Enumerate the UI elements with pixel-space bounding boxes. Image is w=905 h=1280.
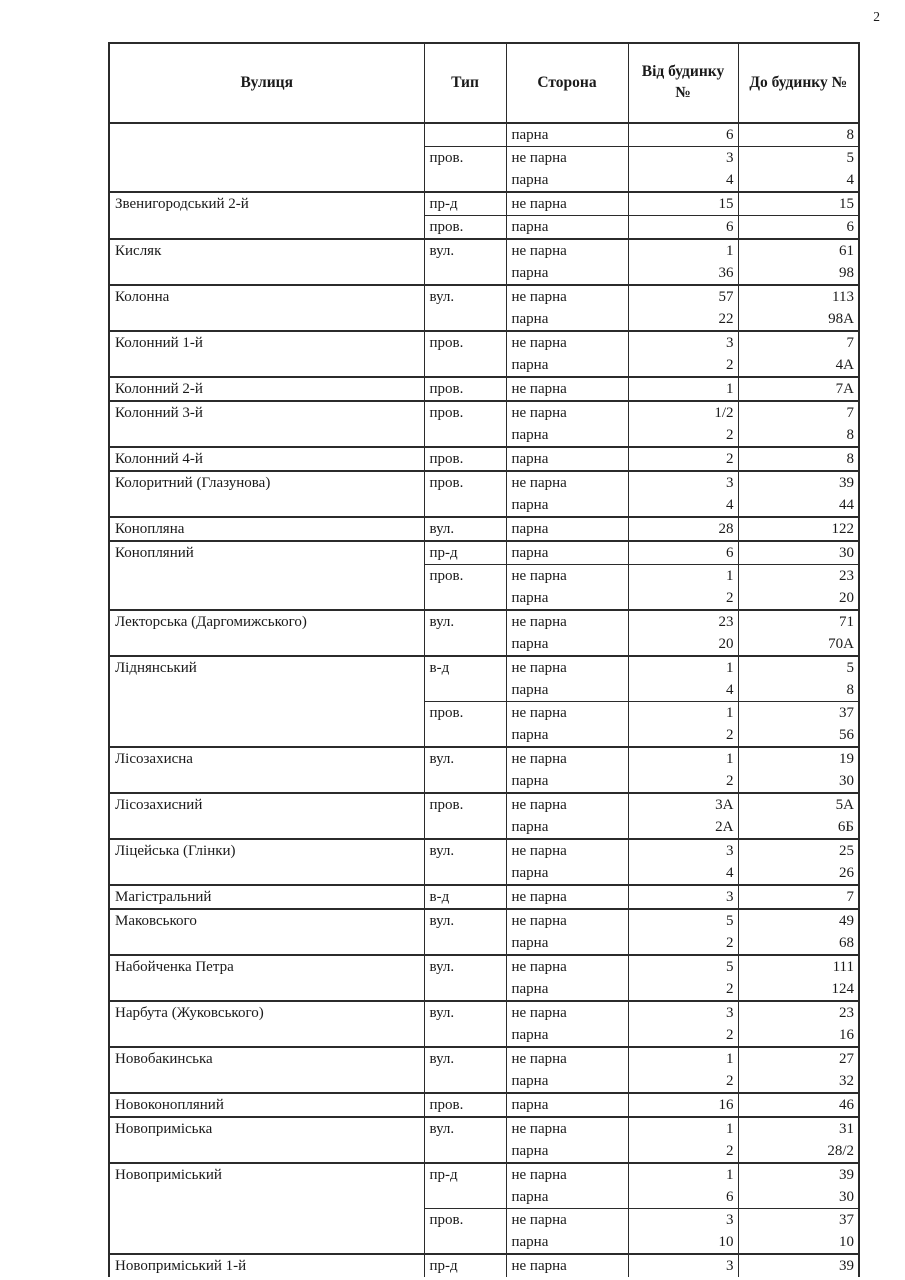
to-cell: 7	[738, 401, 859, 424]
type-cell: пров.	[424, 565, 506, 611]
from-cell: 2	[628, 447, 738, 471]
from-cell: 36	[628, 262, 738, 285]
to-cell: 4	[738, 169, 859, 192]
street-cell: Маковського	[109, 909, 424, 955]
side-cell: парна	[506, 517, 628, 541]
from-cell: 1	[628, 1047, 738, 1070]
col-header-side: Сторона	[506, 43, 628, 123]
to-cell: 28/2	[738, 1140, 859, 1163]
table-row	[109, 747, 859, 770]
to-cell: 4А	[738, 354, 859, 377]
from-cell: 6	[628, 1186, 738, 1209]
from-cell: 2	[628, 587, 738, 610]
to-cell: 6	[738, 216, 859, 240]
streets-table	[108, 42, 860, 1277]
table-row	[109, 471, 859, 494]
to-cell: 49	[738, 909, 859, 932]
type-cell: пр-д	[424, 1254, 506, 1277]
side-cell: не парна	[506, 1163, 628, 1186]
type-cell: в-д	[424, 656, 506, 702]
side-cell: не парна	[506, 1254, 628, 1277]
from-cell: 1/2	[628, 401, 738, 424]
col-header-street: Вулиця	[109, 43, 424, 123]
side-cell: не парна	[506, 1209, 628, 1232]
side-cell: не парна	[506, 377, 628, 401]
side-cell: не парна	[506, 239, 628, 262]
type-cell: вул.	[424, 909, 506, 955]
table-row	[109, 447, 859, 471]
to-cell: 44	[738, 494, 859, 517]
from-cell: 4	[628, 494, 738, 517]
side-cell: парна	[506, 1186, 628, 1209]
street-cell: Новобакинська	[109, 1047, 424, 1093]
from-cell: 28	[628, 517, 738, 541]
table-row	[109, 285, 859, 308]
from-cell: 3	[628, 1001, 738, 1024]
street-cell: Новоприміський	[109, 1163, 424, 1254]
side-cell: парна	[506, 932, 628, 955]
from-cell: 3А	[628, 793, 738, 816]
type-cell: вул.	[424, 1047, 506, 1093]
to-cell: 37	[738, 1209, 859, 1232]
from-cell: 1	[628, 702, 738, 725]
from-cell: 3	[628, 1209, 738, 1232]
from-cell: 3	[628, 839, 738, 862]
to-cell: 71	[738, 610, 859, 633]
from-cell: 16	[628, 1093, 738, 1117]
type-cell: пр-д	[424, 541, 506, 565]
table-row	[109, 610, 859, 633]
from-cell: 6	[628, 541, 738, 565]
from-cell: 2	[628, 1140, 738, 1163]
table-row	[109, 955, 859, 978]
from-cell: 10	[628, 1231, 738, 1254]
side-cell: не парна	[506, 656, 628, 679]
side-cell: парна	[506, 1024, 628, 1047]
to-cell: 122	[738, 517, 859, 541]
from-cell: 2	[628, 978, 738, 1001]
header-row	[109, 43, 859, 123]
type-cell: пров.	[424, 702, 506, 748]
table-row	[109, 401, 859, 424]
street-cell: Магістральний	[109, 885, 424, 909]
to-cell: 46	[738, 1093, 859, 1117]
type-cell: вул.	[424, 839, 506, 885]
side-cell: парна	[506, 1093, 628, 1117]
to-cell: 124	[738, 978, 859, 1001]
table-row	[109, 1254, 859, 1277]
side-cell: не парна	[506, 565, 628, 588]
type-cell: вул.	[424, 517, 506, 541]
side-cell: не парна	[506, 610, 628, 633]
type-cell: вул.	[424, 239, 506, 285]
from-cell: 3	[628, 1254, 738, 1277]
from-cell: 2	[628, 932, 738, 955]
street-cell: Колонна	[109, 285, 424, 331]
side-cell: не парна	[506, 747, 628, 770]
table-row	[109, 1117, 859, 1140]
to-cell: 10	[738, 1231, 859, 1254]
to-cell: 7А	[738, 377, 859, 401]
from-cell: 2	[628, 724, 738, 747]
type-cell: пров.	[424, 471, 506, 517]
to-cell: 113	[738, 285, 859, 308]
side-cell: парна	[506, 216, 628, 240]
table-row	[109, 1001, 859, 1024]
from-cell: 1	[628, 747, 738, 770]
from-cell: 3	[628, 471, 738, 494]
to-cell: 30	[738, 541, 859, 565]
side-cell: парна	[506, 494, 628, 517]
type-cell: пров.	[424, 216, 506, 240]
type-cell: вул.	[424, 610, 506, 656]
type-cell: пров.	[424, 377, 506, 401]
to-cell: 23	[738, 565, 859, 588]
type-cell: вул.	[424, 1001, 506, 1047]
type-cell: в-д	[424, 885, 506, 909]
table-row	[109, 793, 859, 816]
type-cell: вул.	[424, 285, 506, 331]
from-cell: 3	[628, 331, 738, 354]
side-cell: не парна	[506, 955, 628, 978]
from-cell: 3	[628, 885, 738, 909]
side-cell: парна	[506, 447, 628, 471]
street-cell: Лісозахисна	[109, 747, 424, 793]
street-cell: Ліцейська (Глінки)	[109, 839, 424, 885]
from-cell: 2	[628, 1070, 738, 1093]
type-cell: пров.	[424, 1093, 506, 1117]
col-header-to: До будинку №	[738, 43, 859, 123]
table-row	[109, 123, 859, 147]
side-cell: парна	[506, 1231, 628, 1254]
from-cell: 4	[628, 679, 738, 702]
from-cell: 2А	[628, 816, 738, 839]
to-cell: 15	[738, 192, 859, 216]
street-cell: Новоприміська	[109, 1117, 424, 1163]
table-row	[109, 885, 859, 909]
side-cell: не парна	[506, 471, 628, 494]
street-cell: Ліднянський	[109, 656, 424, 747]
street-cell: Колонний 1-й	[109, 331, 424, 377]
type-cell: пров.	[424, 331, 506, 377]
type-cell	[424, 123, 506, 147]
table-row	[109, 656, 859, 679]
from-cell: 5	[628, 909, 738, 932]
to-cell: 7	[738, 885, 859, 909]
table-row	[109, 541, 859, 565]
from-cell: 2	[628, 1024, 738, 1047]
street-cell: Лекторська (Даргомижського)	[109, 610, 424, 656]
to-cell: 31	[738, 1117, 859, 1140]
side-cell: парна	[506, 587, 628, 610]
page-number: 2	[873, 9, 880, 24]
type-cell: пр-д	[424, 1163, 506, 1209]
from-cell: 22	[628, 308, 738, 331]
to-cell: 56	[738, 724, 859, 747]
to-cell: 70А	[738, 633, 859, 656]
to-cell: 111	[738, 955, 859, 978]
type-cell: пров.	[424, 401, 506, 447]
type-cell: пров.	[424, 793, 506, 839]
side-cell: не парна	[506, 793, 628, 816]
street-cell: Звенигородський 2-й	[109, 192, 424, 239]
to-cell: 68	[738, 932, 859, 955]
side-cell: парна	[506, 1140, 628, 1163]
from-cell: 4	[628, 862, 738, 885]
side-cell: парна	[506, 816, 628, 839]
side-cell: парна	[506, 169, 628, 192]
type-cell: пров.	[424, 147, 506, 193]
street-cell: Колонний 3-й	[109, 401, 424, 447]
from-cell: 3	[628, 147, 738, 170]
side-cell: парна	[506, 424, 628, 447]
to-cell: 98А	[738, 308, 859, 331]
side-cell: не парна	[506, 885, 628, 909]
street-cell: Лісозахисний	[109, 793, 424, 839]
street-cell: Колонний 4-й	[109, 447, 424, 471]
to-cell: 39	[738, 1163, 859, 1186]
to-cell: 26	[738, 862, 859, 885]
to-cell: 23	[738, 1001, 859, 1024]
to-cell: 61	[738, 239, 859, 262]
from-cell: 2	[628, 424, 738, 447]
from-cell: 2	[628, 770, 738, 793]
side-cell: не парна	[506, 1047, 628, 1070]
table-body	[109, 123, 859, 1277]
from-cell: 1	[628, 239, 738, 262]
to-cell: 98	[738, 262, 859, 285]
from-cell: 4	[628, 169, 738, 192]
table-row	[109, 192, 859, 216]
to-cell: 5А	[738, 793, 859, 816]
col-header-from: Від будинку №	[628, 43, 738, 123]
street-cell: Колоритний (Глазунова)	[109, 471, 424, 517]
side-cell: парна	[506, 679, 628, 702]
type-cell: вул.	[424, 955, 506, 1001]
to-cell: 7	[738, 331, 859, 354]
from-cell: 1	[628, 565, 738, 588]
table-row	[109, 839, 859, 862]
table-row	[109, 377, 859, 401]
side-cell: не парна	[506, 331, 628, 354]
from-cell: 1	[628, 1117, 738, 1140]
side-cell: парна	[506, 978, 628, 1001]
street-cell: Конопляна	[109, 517, 424, 541]
to-cell: 20	[738, 587, 859, 610]
from-cell: 1	[628, 377, 738, 401]
from-cell: 2	[628, 354, 738, 377]
type-cell: вул.	[424, 747, 506, 793]
to-cell: 16	[738, 1024, 859, 1047]
street-cell: Новоконопляний	[109, 1093, 424, 1117]
side-cell: не парна	[506, 401, 628, 424]
side-cell: не парна	[506, 1001, 628, 1024]
from-cell: 15	[628, 192, 738, 216]
side-cell: не парна	[506, 192, 628, 216]
to-cell: 5	[738, 147, 859, 170]
to-cell: 19	[738, 747, 859, 770]
street-cell: Нарбута (Жуковського)	[109, 1001, 424, 1047]
to-cell: 6Б	[738, 816, 859, 839]
from-cell: 57	[628, 285, 738, 308]
side-cell: не парна	[506, 1117, 628, 1140]
side-cell: парна	[506, 123, 628, 147]
from-cell: 20	[628, 633, 738, 656]
table-row	[109, 331, 859, 354]
to-cell: 27	[738, 1047, 859, 1070]
to-cell: 30	[738, 770, 859, 793]
col-header-type: Тип	[424, 43, 506, 123]
to-cell: 37	[738, 702, 859, 725]
to-cell: 39	[738, 471, 859, 494]
side-cell: парна	[506, 724, 628, 747]
street-cell: Колонний 2-й	[109, 377, 424, 401]
to-cell: 25	[738, 839, 859, 862]
side-cell: не парна	[506, 909, 628, 932]
side-cell: парна	[506, 1070, 628, 1093]
to-cell: 39	[738, 1254, 859, 1277]
table-row	[109, 1093, 859, 1117]
table-row	[109, 1047, 859, 1070]
type-cell: вул.	[424, 1117, 506, 1163]
side-cell: не парна	[506, 839, 628, 862]
side-cell: не парна	[506, 285, 628, 308]
street-cell: Конопляний	[109, 541, 424, 610]
side-cell: не парна	[506, 147, 628, 170]
to-cell: 8	[738, 447, 859, 471]
table-row	[109, 517, 859, 541]
street-cell: Кисляк	[109, 239, 424, 285]
side-cell: парна	[506, 308, 628, 331]
side-cell: парна	[506, 354, 628, 377]
to-cell: 8	[738, 679, 859, 702]
side-cell: парна	[506, 862, 628, 885]
table-row	[109, 1163, 859, 1186]
table-header	[109, 43, 859, 123]
side-cell: парна	[506, 770, 628, 793]
type-cell: пров.	[424, 1209, 506, 1255]
to-cell: 5	[738, 656, 859, 679]
street-cell: Новоприміський 1-й	[109, 1254, 424, 1277]
side-cell: парна	[506, 262, 628, 285]
from-cell: 5	[628, 955, 738, 978]
side-cell: парна	[506, 633, 628, 656]
table-row	[109, 239, 859, 262]
side-cell: не парна	[506, 702, 628, 725]
from-cell: 6	[628, 216, 738, 240]
table-row	[109, 909, 859, 932]
side-cell: парна	[506, 541, 628, 565]
to-cell: 8	[738, 123, 859, 147]
from-cell: 6	[628, 123, 738, 147]
to-cell: 32	[738, 1070, 859, 1093]
from-cell: 1	[628, 1163, 738, 1186]
type-cell: пров.	[424, 447, 506, 471]
to-cell: 30	[738, 1186, 859, 1209]
to-cell: 8	[738, 424, 859, 447]
from-cell: 23	[628, 610, 738, 633]
from-cell: 1	[628, 656, 738, 679]
street-cell: Набойченка Петра	[109, 955, 424, 1001]
type-cell: пр-д	[424, 192, 506, 216]
street-cell	[109, 123, 424, 192]
